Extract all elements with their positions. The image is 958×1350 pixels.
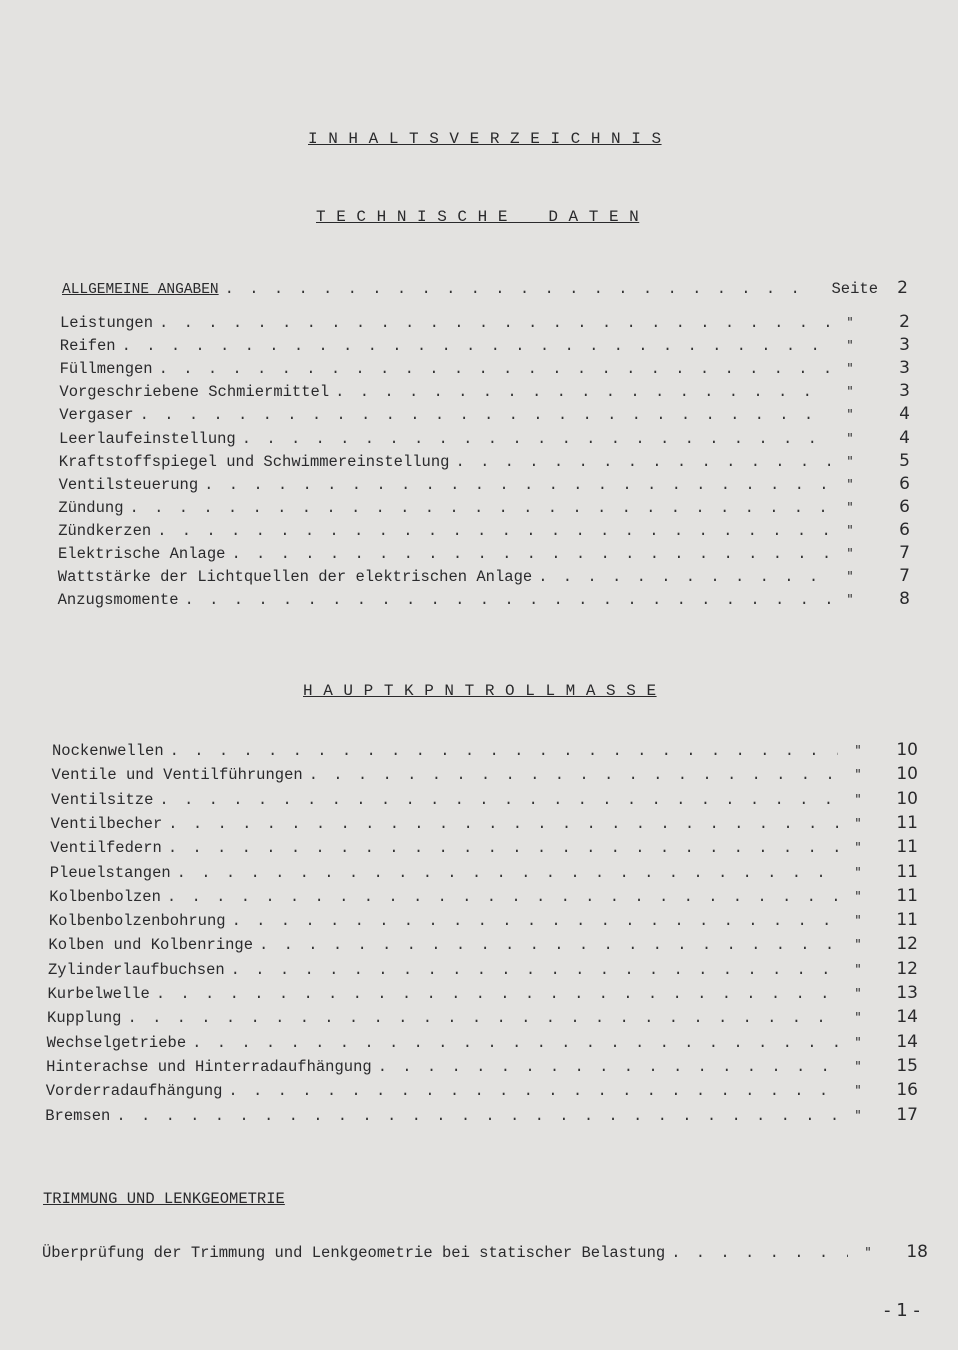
- leader-dots: [671, 1244, 848, 1262]
- page-number: 11: [896, 885, 918, 906]
- leader-dots: [156, 985, 838, 1003]
- leader-dots: [225, 280, 814, 298]
- toc-entry-label: Wechselgetriebe: [46, 1033, 187, 1052]
- page-number: 4: [899, 404, 910, 425]
- ditto-mark: ": [846, 408, 853, 424]
- ditto-mark: ": [846, 593, 853, 609]
- page-number: 16: [896, 1080, 918, 1101]
- toc-entry: [46, 1080, 918, 1102]
- section-heading-row: [62, 278, 908, 300]
- ditto-mark: ": [855, 987, 861, 1002]
- leader-dots: [335, 383, 830, 401]
- page-number: 10: [896, 788, 918, 809]
- toc-entry-label: Ventilbecher: [50, 814, 163, 833]
- leader-dots: [168, 839, 838, 857]
- page-number: 3: [899, 358, 910, 379]
- ditto-mark: ": [854, 1035, 861, 1051]
- ditto-mark: ": [854, 792, 861, 808]
- toc-entry: [58, 520, 910, 542]
- leader-dots: [309, 766, 838, 784]
- leader-dots: [157, 522, 830, 540]
- page-number: 13: [896, 983, 918, 1003]
- page-number: 5: [899, 450, 910, 471]
- ditto-mark: ": [854, 816, 861, 832]
- leader-dots: [130, 499, 830, 517]
- page-number: 6: [899, 473, 910, 494]
- ditto-mark: ": [847, 431, 853, 447]
- toc-entry-label: Vergaser: [59, 406, 134, 425]
- ditto-mark: ": [846, 385, 853, 401]
- ditto-mark: ": [846, 339, 853, 355]
- ditto-mark: ": [855, 744, 861, 759]
- leader-dots: [140, 406, 830, 424]
- toc-entry-label: Füllmengen: [59, 360, 153, 379]
- toc-entry: [46, 1056, 918, 1078]
- page-number: 2: [899, 312, 910, 332]
- leader-dots: [228, 1082, 838, 1100]
- toc-entry-label: Ventilsteuerung: [58, 475, 199, 494]
- leader-dots: [242, 430, 830, 448]
- toc-entry: [58, 543, 910, 565]
- ditto-mark: ": [854, 841, 861, 857]
- toc-entry-label: Leistungen: [60, 314, 154, 332]
- toc-entry-label: Vorgeschriebene Schmiermittel: [59, 383, 330, 402]
- toc-entry-label: Pleuelstangen: [49, 863, 171, 882]
- document-subtitle: T E C H N I S C H E D A T E N: [316, 208, 640, 226]
- leader-dots: [168, 815, 838, 833]
- ditto-mark: ": [846, 500, 853, 516]
- leader-dots: [167, 888, 838, 906]
- toc-entry-label: Ventilfedern: [50, 839, 162, 858]
- toc-entry-label: Zylinderlaufbuchsen: [47, 960, 225, 979]
- toc-entry: [60, 358, 910, 380]
- toc-entry-label: Ventilsitze: [51, 790, 154, 809]
- toc-entry-label: Wattstärke der Lichtquellen der elektrischen Anlage: [57, 568, 533, 587]
- toc-entry: [59, 428, 910, 450]
- leader-dots: [116, 1107, 838, 1125]
- section-heading-hauptkontrollmasse: H A U P T K P N T R O L L M A S S E: [303, 682, 657, 700]
- page-footer-number: - 1 -: [884, 1300, 920, 1321]
- toc-entry: [58, 589, 910, 611]
- ditto-mark: ": [847, 547, 853, 562]
- ditto-mark: ": [846, 477, 853, 493]
- toc-entry: [51, 789, 918, 811]
- toc-entry: [59, 451, 910, 473]
- leader-dots: [192, 1034, 838, 1052]
- page-number: 8: [899, 589, 910, 610]
- ditto-mark: ": [846, 570, 853, 586]
- toc-entry: [47, 1007, 918, 1029]
- leader-dots: [170, 742, 838, 760]
- toc-entry: [47, 1032, 918, 1054]
- toc-entry-label: Nockenwellen: [52, 742, 164, 760]
- leader-dots: [127, 1009, 838, 1027]
- ditto-mark: ": [846, 523, 853, 539]
- ditto-mark: ": [865, 1246, 871, 1261]
- page-number: 6: [899, 519, 910, 540]
- toc-entry-label: Leerlaufeinstellung: [59, 429, 236, 448]
- leader-dots: [538, 568, 830, 586]
- page-number: 2: [897, 278, 908, 298]
- toc-entry-label: Kolbenbolzenbohrung: [48, 912, 226, 931]
- section-heading-trimmung: TRIMMUNG UND LENKGEOMETRIE: [43, 1190, 285, 1208]
- ditto-mark: ": [854, 889, 861, 905]
- page-number: 3: [899, 335, 910, 356]
- ditto-mark: ": [846, 362, 853, 378]
- toc-entry-label: Kolben und Kolbenringe: [48, 936, 254, 955]
- ditto-mark: ": [854, 768, 861, 784]
- toc-entry-label: Reifen: [59, 337, 116, 356]
- leader-dots: [185, 591, 830, 609]
- leader-dots: [232, 912, 838, 930]
- page-number: 14: [896, 1007, 918, 1028]
- toc-entry-label: Anzugsmomente: [57, 591, 179, 610]
- toc-entry-label: Vorderradaufhängung: [45, 1082, 223, 1101]
- ditto-mark: ": [854, 1011, 861, 1027]
- ditto-mark: ": [855, 1108, 861, 1124]
- leader-dots: [177, 864, 838, 882]
- ditto-mark: ": [855, 865, 861, 881]
- toc-entry-label: Zündkerzen: [58, 521, 152, 540]
- toc-entry: [52, 764, 918, 786]
- toc-entry-label: Kolbenbolzen: [49, 887, 161, 906]
- page-number: 7: [899, 566, 910, 587]
- toc-entry-label: Ventile und Ventilführungen: [51, 766, 303, 785]
- toc-entry: [58, 566, 910, 588]
- document-title: I N H A L T S V E R Z E I C H N I S: [308, 130, 662, 148]
- ditto-mark: ": [846, 454, 853, 470]
- toc-entry: [50, 837, 918, 859]
- ditto-mark: ": [854, 1084, 861, 1100]
- page-number: 15: [896, 1055, 918, 1076]
- leader-dots: [159, 791, 838, 809]
- toc-entry: [59, 474, 910, 496]
- leader-dots: [259, 936, 838, 954]
- page-number: 14: [896, 1031, 918, 1052]
- toc-entry-label: Kupplung: [47, 1009, 122, 1028]
- toc-entry-label: Hinterachse und Hinterradaufhängung: [46, 1057, 372, 1076]
- page-number: 11: [896, 861, 918, 882]
- toc-entry: [49, 910, 918, 932]
- ditto-mark: ": [854, 962, 861, 978]
- toc-entry: [60, 335, 910, 357]
- page-number: 11: [896, 910, 918, 931]
- ditto-mark: ": [854, 938, 861, 954]
- leader-dots: [159, 360, 830, 378]
- toc-entry: [50, 862, 918, 884]
- toc-entry: [48, 983, 919, 1005]
- toc-entry: [59, 381, 910, 403]
- page-number: 17: [896, 1104, 918, 1125]
- leader-dots: [378, 1058, 838, 1076]
- page-number: 12: [896, 958, 918, 979]
- leader-dots: [231, 961, 838, 979]
- toc-entry: [48, 934, 918, 956]
- toc-entry: [45, 1105, 918, 1127]
- toc-entry: [42, 1242, 928, 1264]
- toc-entry: [48, 959, 918, 981]
- toc-entry-label: Kurbelwelle: [47, 985, 150, 1003]
- toc-entry: [49, 886, 918, 908]
- page-number: 11: [896, 837, 918, 858]
- leader-dots: [455, 453, 830, 471]
- page-number: 3: [899, 381, 910, 402]
- toc-entry: [60, 312, 910, 334]
- toc-entry: [51, 813, 918, 835]
- page-number: 4: [899, 427, 910, 448]
- toc-entry-label: Bremsen: [45, 1106, 111, 1125]
- ditto-mark: ": [854, 1059, 861, 1075]
- page-number: 11: [896, 812, 918, 833]
- leader-dots: [159, 314, 830, 332]
- toc-entry: [59, 404, 910, 426]
- toc-entry-label: Zündung: [58, 498, 124, 517]
- page-number: 12: [896, 934, 918, 955]
- seite-label: Seite: [831, 280, 878, 298]
- toc-entry: [58, 497, 910, 519]
- ditto-mark: ": [847, 316, 853, 331]
- page-number: 18: [906, 1242, 928, 1262]
- toc-entry-label: Elektrische Anlage: [58, 545, 226, 563]
- leader-dots: [231, 545, 830, 563]
- toc-entry-label: Überprüfung der Trimmung und Lenkgeometrie bei statischer Belastung: [42, 1244, 666, 1262]
- section-heading-allgemeine-angaben: ALLGEMEINE ANGABEN: [62, 282, 219, 298]
- toc-entry-label: Kraftstoffspiegel und Schwimmereinstellung: [58, 452, 450, 471]
- toc-entry: [52, 740, 918, 762]
- page-number: 7: [899, 543, 910, 563]
- leader-dots: [122, 337, 830, 355]
- page-number: 10: [896, 764, 918, 785]
- page-number: 6: [899, 496, 910, 517]
- page-number: 10: [896, 740, 918, 760]
- leader-dots: [204, 476, 830, 494]
- ditto-mark: ": [854, 914, 861, 930]
